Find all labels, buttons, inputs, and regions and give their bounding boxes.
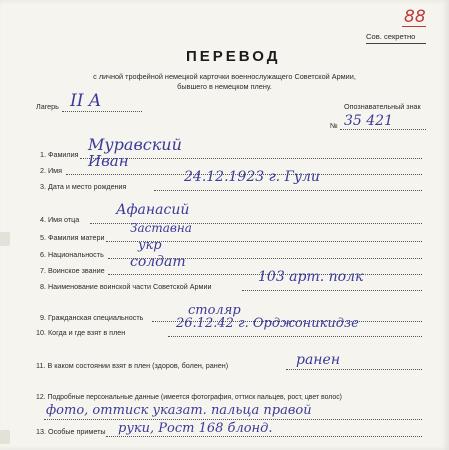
field-value-rank: солдат [130,254,186,270]
id-number-line [340,129,426,130]
field-value-captured: 26.12.42 г. Орджоникидзе [176,316,359,331]
field-value-unit: 103 арт. полк [258,269,364,285]
field-label-marks: 13. Особые приметы [36,427,106,436]
field-label-personal-data: 12. Подробные персональные данные (имеется фотография, оттиск пальцев, рост, цвет волос) [36,394,342,401]
subtitle-line-2: бывшего в немецком плену. [177,82,272,91]
field-value-marks: руки, Рост 168 блонд. [118,421,273,436]
camp-line [62,111,142,112]
field-line-condition [286,369,422,370]
punch-hole [0,232,10,246]
id-tag-label: Опознавательный знак [344,102,421,111]
field-line-surname [80,158,422,159]
field-line-captured [168,336,422,337]
document-title: ПЕРЕВОД [186,48,281,65]
field-label-rank: 7. Воинское звание [40,266,105,275]
field-line-unit [242,290,422,291]
field-value-surname: Муравский [88,135,182,154]
page-number: 88 [404,7,426,27]
field-value-condition: ранен [296,352,341,368]
subtitle-line-1: с личной трофейной немецкой карточки военнослужащего Советской Армии, [93,72,356,81]
field-label-nationality: 6. Национальность [40,250,104,259]
id-number-label: № [330,121,338,130]
field-value-birth: 24.12.1923 г. Гули [184,169,320,185]
field-value-first-name: Иван [88,152,129,170]
field-value-nationality: укр [138,238,162,253]
field-label-profession: 9. Гражданская специальность [40,313,144,322]
field-value-personal-data: фото, оттиск указат. пальца правой [46,403,312,418]
field-value-father: Афанасий [116,202,190,218]
field-line-marks [106,436,422,437]
field-label-surname: 1. Фамилия [40,150,79,159]
field-value-profession: столяр [188,303,241,318]
id-number-value: 35 421 [344,113,393,129]
field-label-condition: 11. В каком состоянии взят в плен (здоров, болен, ранен) [36,361,229,370]
camp-label: Лагерь [36,102,59,111]
field-label-unit: 8. Наименование воинской части Советской Армии [40,282,212,291]
field-label-father: 4. Имя отца [40,215,80,224]
field-label-first-name: 2. Имя [40,166,62,175]
classification-stamp: Сов. секретно [366,32,416,41]
camp-value: II A [70,91,102,111]
field-label-captured: 10. Когда и где взят в плен [36,328,126,337]
field-label-mother: 5. Фамилия матери [40,233,105,242]
field-line-personal-data [44,419,422,420]
page-number-underline [402,26,426,27]
field-value-mother: Заставна [130,221,192,235]
punch-hole [0,430,10,444]
classification-underline [366,43,426,44]
field-label-birth: 3. Дата и место рождения [40,182,127,191]
field-line-birth [154,190,422,191]
